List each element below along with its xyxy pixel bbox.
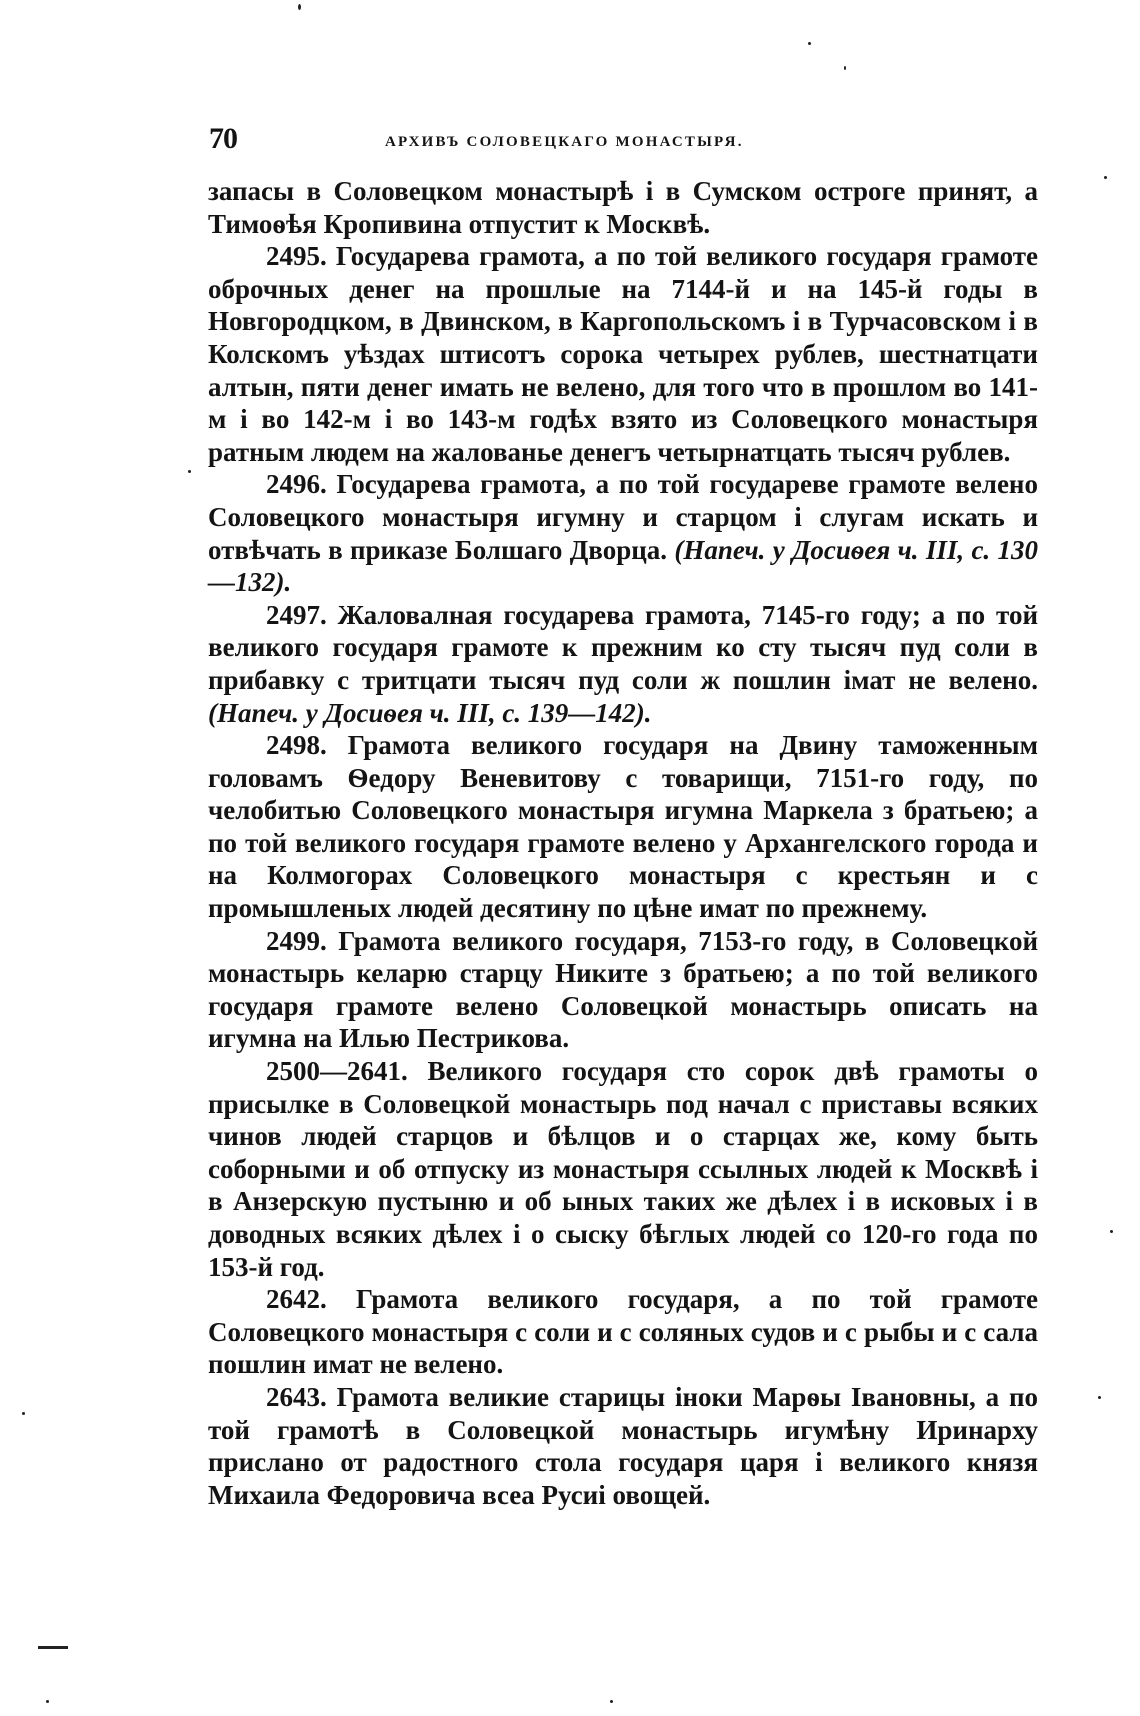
running-title: АРХИВЪ СОЛОВЕЦКАГО МОНАСТЫРЯ. [385, 134, 744, 150]
entry-2643 [208, 1381, 1038, 1511]
scan-speck [844, 66, 846, 70]
paragraph-text: 2497. Жаловалная государева грамота, 7145-го году; а по той великого государя грамоте к прежним ко сту тысяч пуд соли в прибавку с тритцати тысяч пуд соли ж пошлин імат не велено. [208, 599, 1038, 695]
paragraph-continuation [208, 175, 1038, 240]
scan-speck [610, 1700, 613, 1703]
scan-speck [298, 4, 301, 10]
scan-speck [1098, 1396, 1101, 1399]
paragraph-text: 2500—2641. Великого государя сто сорок двѣ грамоты о присылке в Соловецкой монастырь под начал с приставы всяких чинов людей старцов и бѣлцов и о старцах же, кому быть соборными и об отпуску из монастыря ссылных людей к Москвѣ і в Анзерскую пустыню и об ыных таких же дѣлех і в исковых і в доводных всяких дѣлех і о сыску бѣглых людей со 120-го года по 153-й год. [208, 1056, 1038, 1282]
paragraph-text: 2643. Грамота великие старицы іноки Марѳы Івановны, а по той грамотѣ в Соловецкой монастырь игумѣну Иринарху прислано от радостного стола государя царя і великого князя Михаила Федоровича всеа Русиі овощей. [208, 1381, 1038, 1510]
paragraph-text: 2498. Грамота великого государя на Двину таможенным головамъ Ѳедору Веневитову с товарищи, 7151-го году, по челобитью Соловецкого монастыря игумна Маркела з братьею; а по той великого государя грамоте велено у Архангелского города и на Колмогорах Соловецкого монастыря с крестьян и с промышленых людей десятину по цѣне имат по прежнему. [208, 730, 1038, 924]
scan-speck [808, 42, 811, 45]
paragraph-text: 2496. Государева грамота, а по той государеве грамоте велено Соловецкого монастыря игумну и старцом і слугам искать и отвѣчать в приказе Болшаго Дворца. [208, 469, 1038, 565]
scan-speck [1104, 176, 1107, 179]
paragraph-text: запасы в Соловецком монастырѣ і в Сумском остроге принят, а Тимоѳѣя Кропивина отпустит к Москвѣ. [208, 176, 1038, 239]
page-number: 70 [209, 122, 237, 155]
paragraph-text: 2642. Грамота великого государя, а по той грамоте Соловецкого монастыря с соли и с соляных судов и с рыбы и с сала пошлин имат не велено. [208, 1284, 1038, 1380]
paragraph-text: 2499. Грамота великого государя, 7153-го году, в Соловецкой монастырь келарю старцу Никите з братьею; а по той великого государя грамоте велено Соловецкой монастырь описать на игумна на Илью Пестрикова. [208, 925, 1038, 1054]
publication-reference: (Напеч. у Досиѳея ч. III, с. 139—142). [208, 697, 652, 728]
entry-2499 [208, 925, 1038, 1055]
entry-2495 [208, 240, 1038, 468]
entry-2497 [208, 599, 1038, 729]
scan-speck [1110, 1230, 1113, 1233]
scan-speck [22, 1412, 25, 1415]
publication-reference: (Напеч. у Досиѳея ч. III, с. 130—132). [208, 534, 1038, 598]
body-text [208, 175, 1038, 1511]
scan-mark [38, 1646, 68, 1649]
entry-2500-2641 [208, 1055, 1038, 1283]
scan-speck [46, 1700, 49, 1703]
entry-2642 [208, 1283, 1038, 1381]
paragraph-text: 2495. Государева грамота, а по той великого государя грамоте оброчных денег на прошлые на 7144-й и на 145-й годы в Новгородцком, в Двинском, в Каргопольскомъ і в Турчасовском і в Колскомъ уѣздах штисотъ сорока четырех рублев, шестнатцати алтын, пяти денег имать не велено, для того что в прошлом во 141-м і во 142-м і во 143-м годѣх взято из Соловецкого монастыря ратным людем на жалованье денегъ четырнатцать тысяч рублев. [208, 241, 1038, 467]
entry-2498 [208, 729, 1038, 925]
entry-2496 [208, 468, 1038, 598]
page-header [205, 120, 1045, 160]
scan-speck [188, 470, 191, 473]
